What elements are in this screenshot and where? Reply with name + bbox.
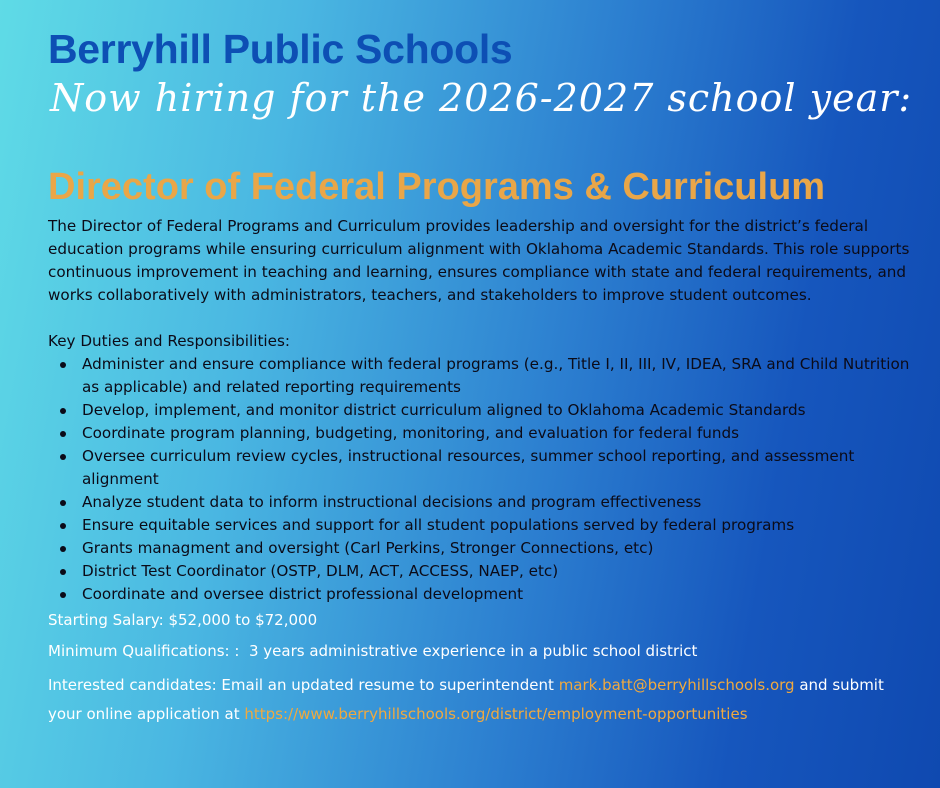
school-name: Berryhill Public Schools — [48, 26, 513, 72]
bullet-icon — [60, 546, 66, 552]
duty-item: Coordinate and oversee district professional development — [82, 583, 918, 606]
bullet-icon — [60, 408, 66, 414]
bullet-icon — [60, 569, 66, 575]
duty-item: Grants managment and oversight (Carl Perkins, Stronger Connections, etc) — [82, 537, 918, 560]
duty-item: District Test Coordinator (OSTP, DLM, ACT, ACCESS, NAEP, etc) — [82, 560, 918, 583]
duty-item: Ensure equitable services and support for all student populations served by federal programs — [82, 514, 918, 537]
job-title: Director of Federal Programs & Curriculum — [48, 166, 826, 208]
bullet-icon — [60, 454, 66, 460]
duty-item: Develop, implement, and monitor district curriculum aligned to Oklahoma Academic Standards — [82, 399, 918, 422]
bullet-icon — [60, 431, 66, 437]
duty-item: Coordinate program planning, budgeting, monitoring, and evaluation for federal funds — [82, 422, 918, 445]
hiring-tagline: Now hiring for the 2026-2027 school year: — [50, 76, 913, 120]
email-link[interactable]: mark.batt@berryhillschools.org — [558, 676, 795, 694]
job-content — [48, 215, 918, 729]
duties-heading: Key Duties and Responsibilities: — [48, 332, 291, 350]
minimum-qualifications — [48, 640, 918, 663]
employment-url-link[interactable]: https://www.berryhillschools.org/district/employment-opportunities — [244, 705, 748, 723]
starting-salary: Starting Salary: $52,000 to $72,000 — [48, 611, 318, 629]
duty-item: Oversee curriculum review cycles, instructional resources, summer school reporting, and assessment alignment — [82, 445, 918, 491]
job-description: The Director of Federal Programs and Curriculum provides leadership and oversight for the district’s federal education programs while ensuring curriculum alignment with Oklahoma Academic Standards. This role supports continuous improvement in teaching and learning, ensures compliance with state and federal requirements, and works collaboratively with administrators, teachers, and stakeholders to improve student outcomes. — [48, 217, 910, 304]
bullet-icon — [60, 592, 66, 598]
bullet-icon — [60, 500, 66, 506]
application-instructions — [48, 671, 918, 729]
bullet-icon — [60, 523, 66, 529]
apply-prefix: Interested candidates: Email an updated resume to superintendent — [48, 676, 554, 694]
bullet-icon — [60, 362, 66, 368]
duty-item: Analyze student data to inform instructional decisions and program effectiveness — [82, 491, 918, 514]
duties-list — [48, 353, 918, 606]
apply-middle: and submit your online application at — [48, 676, 884, 723]
qualifications-value: 3 years administrative experience in a public school district — [248, 642, 698, 660]
qualifications-label: Minimum Qualifications: : — [48, 642, 240, 660]
duty-item: Administer and ensure compliance with federal programs (e.g., Title I, II, III, IV, IDEA, SRA and Child Nutrition as applicable) and related reporting requirements — [82, 353, 918, 399]
